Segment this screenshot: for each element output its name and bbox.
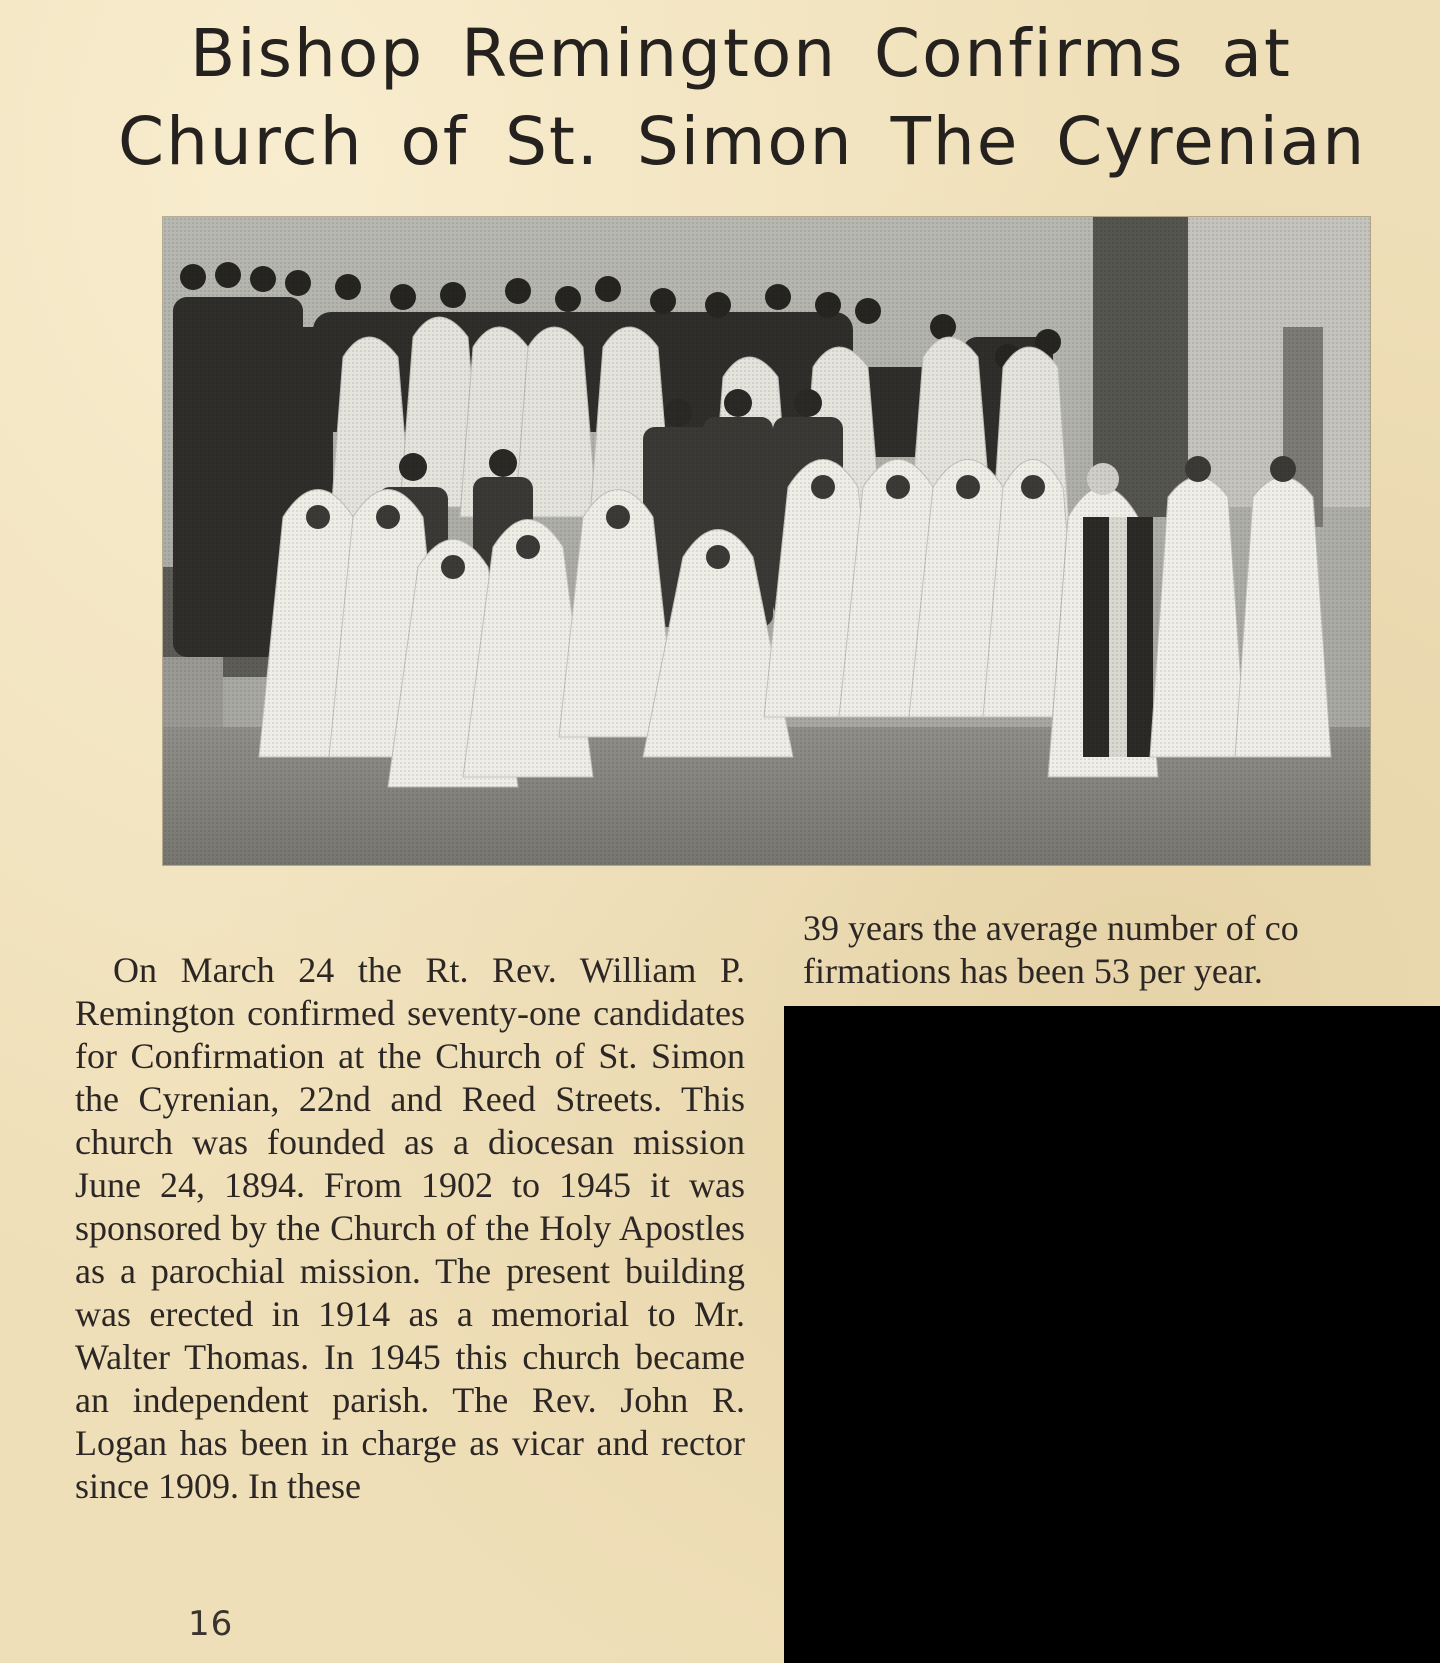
headline-line-1: Bishop Remington Confirms at — [190, 15, 1292, 92]
article-right-column — [803, 907, 1440, 993]
redaction-block — [784, 1006, 1440, 1663]
page-number: 16 — [188, 1604, 234, 1644]
right-column-line-2: firmations has been 53 per year. — [803, 951, 1263, 991]
article-left-column: On March 24 the Rt. Rev. William P. Remington confirmed seventy-one candidates for Confirmation at the Church of St. Simon the Cyrenian, 22nd and Reed Streets. This church was founded as a diocesan mission June 24, 1894. From 1902 to 1945 it was sponsored by the Church of the Holy Apostles as a parochial mission. The present building was erected in 1914 as a memorial to Mr. Walter Thomas. In 1945 this church became an independent parish. The Rev. John R. Logan has been in charge as vicar and rector since 1909. In these — [75, 950, 745, 1506]
confirmation-group-photo — [163, 217, 1370, 865]
headline-line-2: Church of St. Simon The Cyrenian — [118, 103, 1367, 180]
right-column-line-1: 39 years the average number of co — [803, 908, 1299, 948]
group-photograph-icon — [163, 217, 1370, 865]
